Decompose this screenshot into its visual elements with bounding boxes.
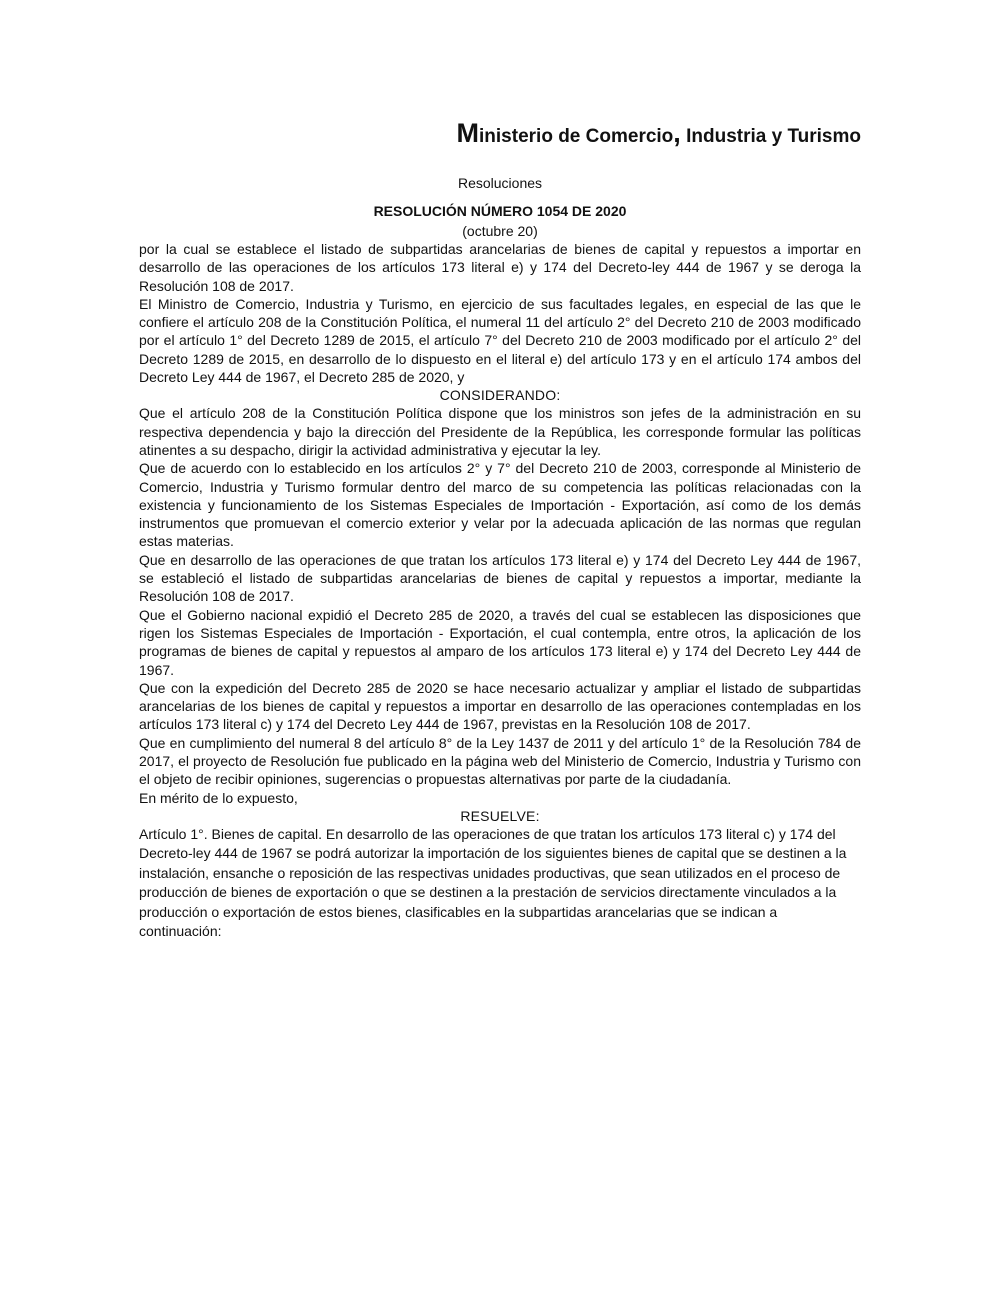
- considerando-paragraph: Que de acuerdo con lo establecido en los artículos 2° y 7° del Decreto 210 de 2003, corresponde al Ministerio de Comercio, Industria y Turismo formular dentro del marco de su competencia las políticas relacionadas con la existencia y funcionamiento de los Sistemas Especiales de Importación - Exportación, así como de los demás instrumentos que promuevan el comercio exterior y velar por la adecuada aplicación de las normas que regulan estas materias.: [139, 460, 861, 550]
- resolution-subject: por la cual se establece el listado de subpartidas arancelarias de bienes de capital y repuestos a importar en desarrollo de las operaciones de los artículos 173 literal e) y 174 del Decreto-ley 444 de 1967 y se deroga la Resolución 108 de 2017.: [139, 241, 861, 294]
- ministry-name-end: Industria y Turismo: [680, 126, 861, 147]
- considerando-paragraph: Que en cumplimiento del numeral 8 del artículo 8° de la Ley 1437 de 2011 y del artículo 1° de la Resolución 784 de 2017, el proyecto de Resolución fue publicado en la página web del Ministerio de Comercio, Industria y Turismo con el objeto de recibir opiniones, sugerencias o propuestas alternativas por parte de la ciudadanía.: [139, 734, 861, 788]
- resolution-date: (octubre 20): [462, 223, 538, 239]
- considerando-paragraph: Que con la expedición del Decreto 285 de 2020 se hace necesario actualizar y ampliar el listado de subpartidas arancelarias de los bienes de capital y repuestos a importar en desarrollo de las operaciones contempladas en los artículos 173 literal c) y 174 del Decreto Ley 444 de 1967, previstas en la Resolución 108 de 2017.: [139, 679, 861, 733]
- ministry-name-part: inisterio de Comercio: [479, 126, 674, 147]
- resolution-title: RESOLUCIÓN NÚMERO 1054 DE 2020: [373, 203, 627, 219]
- considerando-paragraph: Que el Gobierno nacional expidió el Decreto 285 de 2020, a través del cual se establecen las disposiciones que rigen los Sistemas Especiales de Importación - Exportación, el cual contempla, entre otros, la aplicación de los programas de bienes de capital y repuestos al amparo de los artículos 173 literal e) y 174 del Decreto Ley 444 de 1967.: [139, 606, 861, 678]
- preamble-paragraph: El Ministro de Comercio, Industria y Turismo, en ejercicio de sus facultades legales, en especial de las que le confiere el artículo 208 de la Constitución Política, el numeral 11 del artículo 2° del Decreto 210 de 2003 modificado por el artículo 1° del Decreto 1289 de 2015, el artículo 7° del Decreto 210 de 2003 modificado por el artículo 2° del Decreto 1289 de 2015, en desarrollo de lo dispuesto en el literal e) del artículo 173 y en el artículo 174 ambos del Decreto Ley 444 de 1967, el Decreto 285 de 2020, y: [139, 295, 861, 386]
- ministry-header: [139, 118, 861, 152]
- ministry-initial: M: [456, 118, 480, 148]
- considerando-paragraph: Que en desarrollo de las operaciones de que tratan los artículos 173 literal e) y 174 del Decreto Ley 444 de 1967, se estableció el listado de subpartidas arancelarias de bienes de capital y repuestos a importar, mediante la Resolución 108 de 2017.: [139, 551, 861, 605]
- considerando-paragraph: Que el artículo 208 de la Constitución Política dispone que los ministros son jefes de la administración en su respectiva dependencia y bajo la dirección del Presidente de la República, les corresponde formular las políticas atinentes a su despacho, dirigir la actividad administrativa y ejecutar la ley.: [139, 405, 861, 458]
- merito-line: En mérito de lo expuesto,: [139, 789, 298, 806]
- section-label: Resoluciones: [457, 175, 543, 191]
- considerando-heading: CONSIDERANDO:: [439, 387, 561, 404]
- resuelve-heading: RESUELVE:: [460, 807, 540, 824]
- document-page: [139, 118, 861, 942]
- article-1-paragraph: Artículo 1°. Bienes de capital. En desarrollo de las operaciones de que tratan los artículos 173 literal c) y 174 del Decreto-ley 444 de 1967 se podrá autorizar la importación de los siguientes bienes de capital que se destinen a la instalación, ensanche o reposición de las respectivas unidades productivas, que sean utilizados en el proceso de producción de bienes de exportación o que se destinen a la prestación de servicios directamente vinculados a la producción o exportación de estos bienes, clasificables en la subpartidas arancelarias que se indican a continuación:: [139, 825, 847, 940]
- ministry-comma: ,: [673, 118, 681, 148]
